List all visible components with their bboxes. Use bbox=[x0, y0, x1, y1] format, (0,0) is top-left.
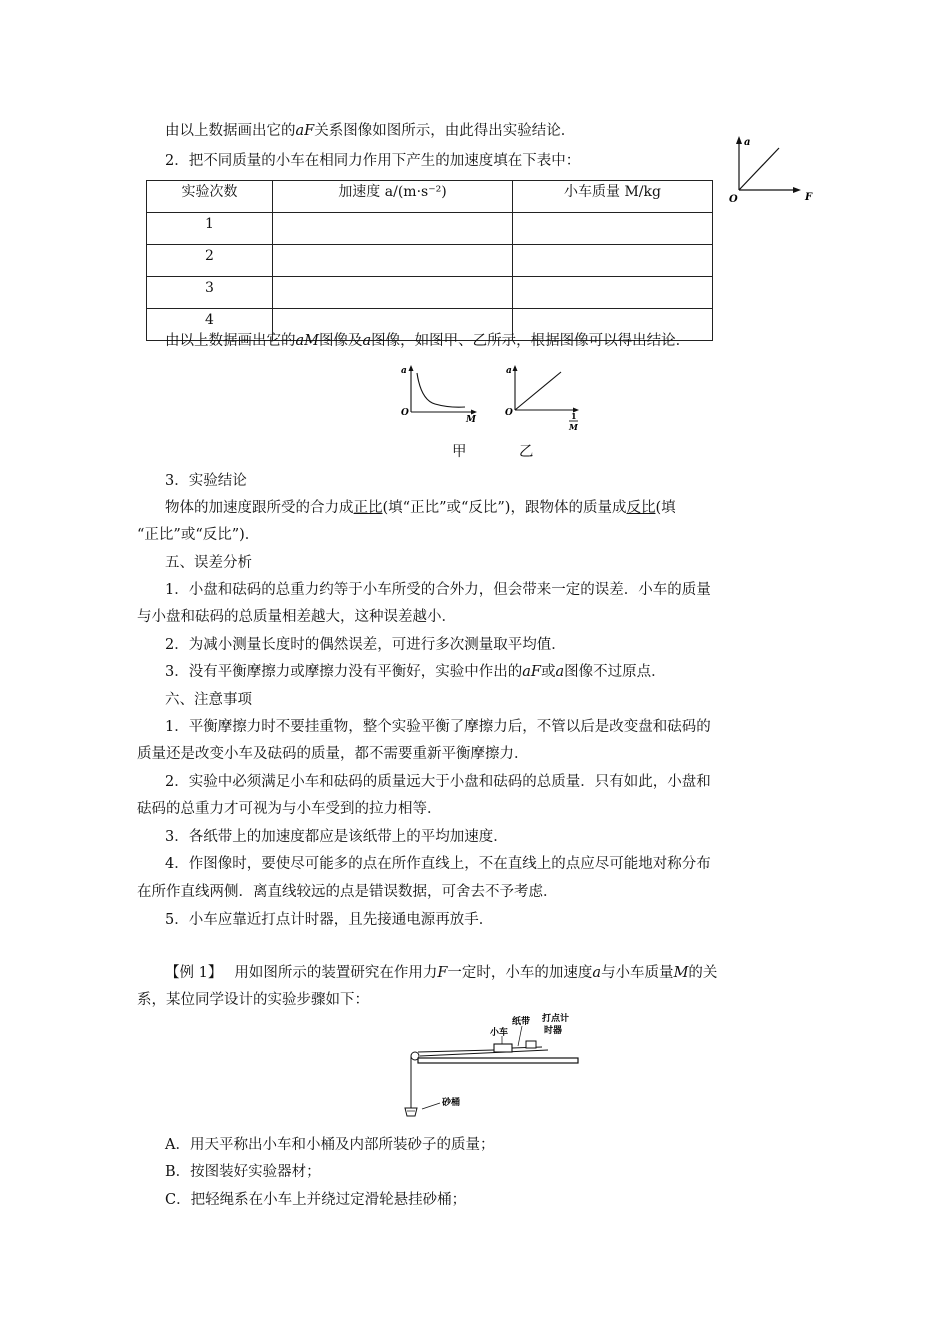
error-item-3-mid: 或 bbox=[540, 664, 556, 680]
x-label-numerator: 1 bbox=[571, 411, 577, 421]
answer-zhengbi: 正比 bbox=[353, 500, 383, 516]
sand-bucket-icon bbox=[405, 1108, 417, 1116]
conclusion-heading: 3．实验结论 bbox=[165, 473, 247, 489]
example-tag: 【例 1】 bbox=[165, 965, 223, 981]
bucket-pointer bbox=[422, 1103, 440, 1109]
tape-pointer bbox=[518, 1026, 522, 1046]
example-text-4: 的关 bbox=[688, 965, 718, 981]
note-2-line-2: 砝码的总重力才可视为与小车受到的拉力相等． bbox=[137, 801, 442, 817]
example-line-1 bbox=[165, 963, 717, 983]
error-var-aF: aF bbox=[522, 664, 541, 680]
bucket-label: 砂桶 bbox=[442, 1098, 461, 1108]
example-line-2: 系，某位同学设计的实验步骤如下： bbox=[137, 992, 369, 1008]
track-board bbox=[418, 1058, 578, 1063]
error-item-1-line-1: 1．小盘和砝码的总重力约等于小车所受的合外力，但会带来一定的误差．小车的质量 bbox=[165, 582, 711, 598]
graph-a-M bbox=[395, 362, 495, 422]
intro-text-end: 关系图像如图所示，由此得出实验结论． bbox=[314, 123, 576, 139]
error-var-a: a bbox=[555, 664, 565, 680]
note-2-line-1: 2．实验中必须满足小车和砝码的质量远大于小盘和砝码的总质量．只有如此，小盘和 bbox=[165, 774, 711, 790]
y-label: a bbox=[506, 366, 512, 376]
step-a: A．用天平称出小车和小桶及内部所装砂子的质量； bbox=[165, 1137, 495, 1153]
header-trial: 实验次数 bbox=[147, 181, 273, 213]
example-text-2: 一定时，小车的加速度 bbox=[447, 965, 593, 981]
y-arrow-icon bbox=[513, 365, 518, 371]
caption-yi: 乙 bbox=[519, 444, 534, 460]
after-table-end: 图像，如图甲、乙所示，根据图像可以得出结论． bbox=[371, 333, 691, 349]
note-1-line-1: 1．平衡摩擦力时不要挂重物，整个实验平衡了摩擦力后，不管以后是改变盘和砝码的 bbox=[165, 719, 711, 735]
table-row bbox=[147, 245, 713, 277]
origin-label: O bbox=[505, 408, 513, 418]
graph-a-invM bbox=[503, 362, 598, 440]
incline-line bbox=[420, 1050, 548, 1056]
x-arrow-icon bbox=[471, 410, 477, 415]
step-b: B．按图装好实验器材； bbox=[165, 1164, 321, 1180]
acceleration-cell[interactable] bbox=[273, 245, 513, 277]
error-item-3 bbox=[165, 662, 666, 682]
trial-cell: 4 bbox=[147, 309, 273, 341]
intro-paragraph-2: 2．把不同质量的小车在相同力作用下产生的加速度填在下表中： bbox=[165, 153, 581, 169]
note-4-line-1: 4．作图像时，要使尽可能多的点在所作直线上，不在直线上的点应尽可能地对称分布 bbox=[165, 856, 711, 872]
trial-cell: 1 bbox=[147, 213, 273, 245]
header-mass: 小车质量 M/kg bbox=[513, 181, 713, 213]
notes-heading: 六、注意事项 bbox=[165, 692, 252, 708]
conclusion-text: 物体的加速度跟所受的合力成 bbox=[165, 500, 354, 516]
timer-icon bbox=[526, 1041, 536, 1048]
example-var-F: F bbox=[437, 965, 448, 981]
mass-cell[interactable] bbox=[513, 213, 713, 245]
error-item-1-line-2: 与小盘和砝码的总质量相差越大，这种误差越小． bbox=[137, 609, 456, 625]
table-row bbox=[147, 277, 713, 309]
acceleration-cell[interactable] bbox=[273, 213, 513, 245]
note-5: 5．小车应靠近打点计时器，且先接通电源再放手． bbox=[165, 912, 494, 928]
hyperbola-curve bbox=[417, 373, 465, 407]
answer-fanbi: 反比 bbox=[626, 500, 656, 516]
y-label: a bbox=[401, 366, 407, 376]
graph-a-F bbox=[725, 132, 820, 207]
conclusion-line-1 bbox=[165, 498, 676, 518]
example-text-3: 与小车质量 bbox=[601, 965, 674, 981]
apparatus-diagram bbox=[398, 1010, 598, 1125]
mass-cell[interactable] bbox=[513, 277, 713, 309]
example-var-a: a bbox=[592, 965, 602, 981]
cart-label: 小车 bbox=[490, 1028, 509, 1038]
conclusion-mid: (填“正比”或“反比”)，跟物体的质量成 bbox=[382, 500, 627, 516]
note-4-line-2: 在所作直线两侧．离直线较远的点是错误数据，可舍去不予考虑． bbox=[137, 884, 558, 900]
after-table-var-aM: aM bbox=[295, 333, 319, 349]
x-label: F bbox=[805, 192, 813, 203]
conclusion-end: (填 bbox=[655, 500, 676, 516]
x-label: M bbox=[466, 415, 476, 422]
x-arrow-icon bbox=[793, 187, 801, 193]
tape-label: 纸带 bbox=[512, 1017, 531, 1027]
pulley-icon bbox=[411, 1052, 419, 1060]
x-label-denominator: M bbox=[569, 422, 578, 432]
after-table-mid: 图像及 bbox=[319, 333, 363, 349]
y-arrow-icon bbox=[736, 136, 742, 144]
caption-jia: 甲 bbox=[452, 444, 467, 460]
trial-cell: 3 bbox=[147, 277, 273, 309]
intro-paragraph-1 bbox=[165, 121, 575, 141]
after-table-paragraph bbox=[165, 331, 690, 351]
rope-top bbox=[418, 1050, 494, 1052]
y-arrow-icon bbox=[409, 365, 414, 371]
error-item-3-end: 图像不过原点． bbox=[564, 664, 666, 680]
after-table-var-a: a bbox=[362, 333, 372, 349]
timer-label-1: 打点计 bbox=[542, 1014, 570, 1024]
example-text: 用如图所示的装置研究在作用力 bbox=[234, 965, 438, 981]
error-item-3-text: 3．没有平衡摩擦力或摩擦力没有平衡好，实验中作出的 bbox=[165, 664, 523, 680]
conclusion-line-2: “正比”或“反比”)． bbox=[137, 527, 260, 543]
origin-label: O bbox=[401, 408, 409, 418]
cart bbox=[494, 1044, 512, 1052]
error-analysis-heading: 五、误差分析 bbox=[165, 555, 252, 571]
y-label: a bbox=[744, 137, 751, 148]
trial-cell: 2 bbox=[147, 245, 273, 277]
intro-text: 由以上数据画出它的 bbox=[165, 123, 296, 139]
proportional-line bbox=[515, 372, 561, 410]
step-c: C．把轻绳系在小车上并绕过定滑轮悬挂砂桶； bbox=[165, 1192, 467, 1208]
mass-cell[interactable] bbox=[513, 245, 713, 277]
acceleration-cell[interactable] bbox=[273, 277, 513, 309]
data-table bbox=[146, 180, 713, 341]
error-item-2: 2．为减小测量长度时的偶然误差，可进行多次测量取平均值． bbox=[165, 637, 566, 653]
intro-variable: aF bbox=[295, 123, 315, 139]
table-row bbox=[147, 213, 713, 245]
note-1-line-2: 质量还是改变小车及砝码的质量，都不需要重新平衡摩擦力． bbox=[137, 746, 529, 762]
timer-label-2: 时器 bbox=[544, 1026, 563, 1036]
proportional-line bbox=[739, 148, 779, 190]
example-var-M: M bbox=[673, 965, 689, 981]
origin-label: O bbox=[729, 194, 738, 205]
after-table-text: 由以上数据画出它的 bbox=[165, 333, 296, 349]
header-acceleration: 加速度 a/(m·s⁻²) bbox=[273, 181, 513, 213]
note-3: 3．各纸带上的加速度都应是该纸带上的平均加速度． bbox=[165, 829, 508, 845]
table-header-row bbox=[147, 181, 713, 213]
